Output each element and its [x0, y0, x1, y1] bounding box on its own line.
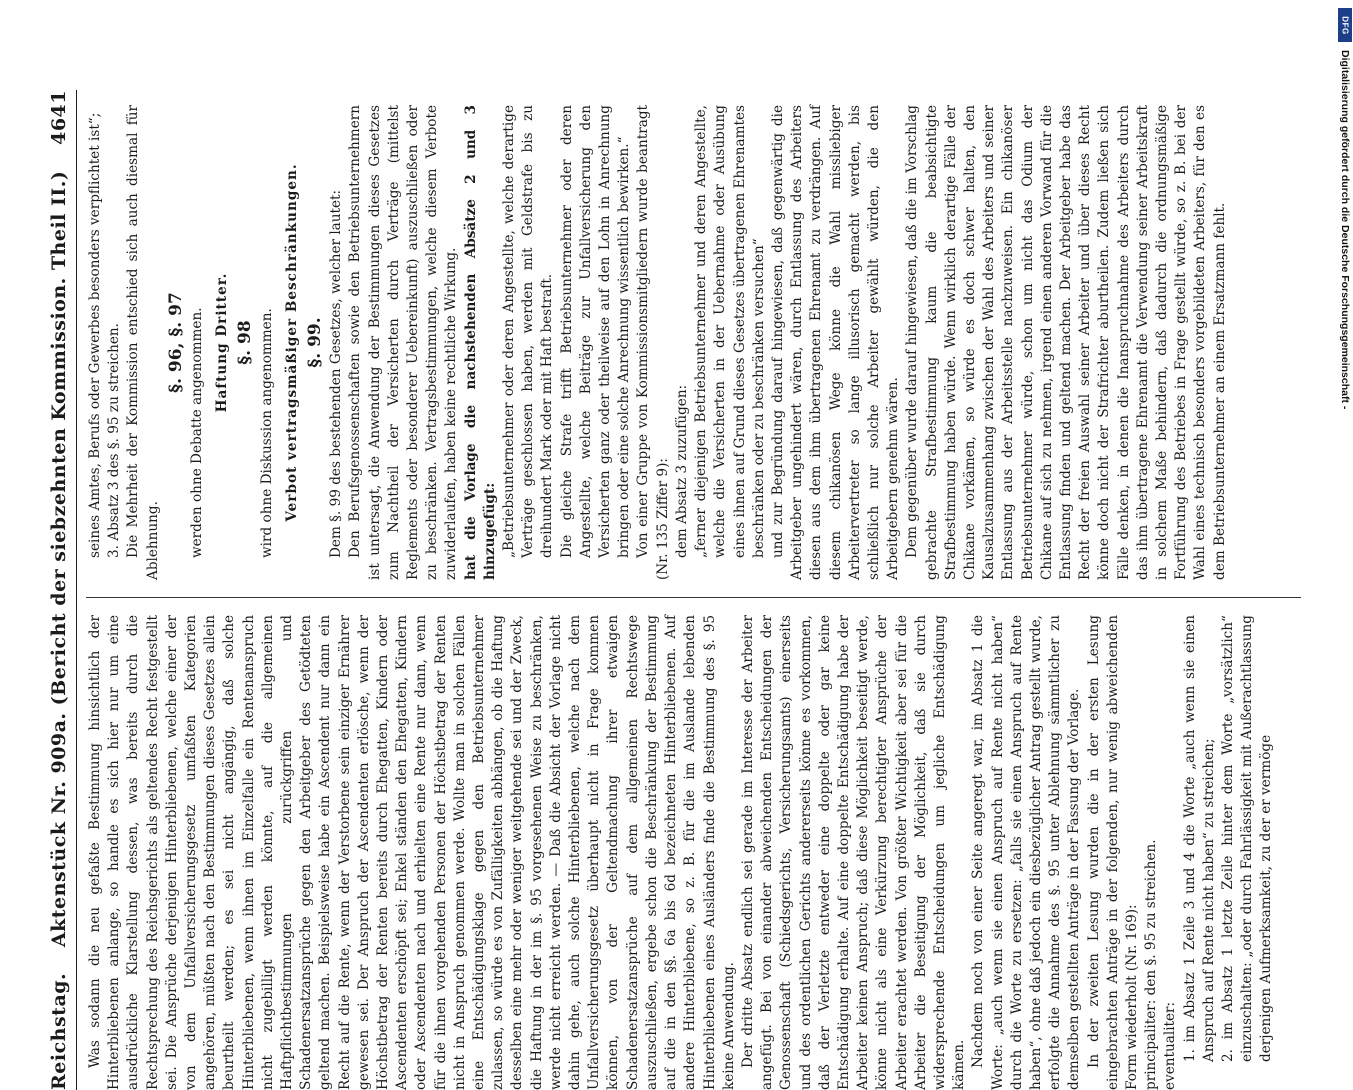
paragraph: Dem §. 99 des bestehenden Gesetzes, welcher lautet:: [328, 189, 345, 558]
quoted-paragraph: Den Berufsgenossenschaften sowie den Betriebsunternehmern ist untersagt, die Anwendung der Bestimmungen dieses Gesetzes zum Nachtheil der Versicherten durch Verträge (mittelst Reglements oder besonderer Uebereinkunft) auszuschließen oder zu beschränken. Vertragsbestimmungen, welche diesem Verbote zuwiderlaufen, haben keine rechtliche Wirkung.: [347, 105, 460, 580]
page-number: 4641: [48, 90, 70, 145]
paragraph: seines Amtes, Berufs oder Gewerbes besonders verpflichtet ist“;: [87, 112, 103, 558]
paragraph: dem Absatz 3 zuzufügen:: [673, 384, 690, 558]
digitization-note: [1337, 10, 1353, 990]
digitization-note-text: Digitalisierung gefördert durch die Deutsche Forschungsgemeinschaft -: [1339, 50, 1351, 410]
paragraph: Von einer Gruppe von Kommissionsmitgliedern wurde beantragt (Nr. 135 Ziffer 9):: [635, 105, 671, 580]
subheading: Verbot vertragsmäßiger Beschränkungen.: [283, 163, 300, 522]
right-column: [86, 105, 1230, 580]
paragraph: eventualiter:: [1162, 1001, 1179, 1090]
paragraph: principaliter: den §. 95 zu streichen.: [1143, 839, 1160, 1090]
paragraph: werden ohne Debatte angenommen.: [189, 307, 206, 558]
quoted-paragraph: „ferner diejenigen Betriebsunternehmer und deren Angestellte, welche die Versicherten in der Uebernahme oder Ausübung eines ihnen auf Grund dieses Gesetzes übertragenen Ehrenamtes beschränken oder zu beschränken versuchen“: [693, 104, 767, 558]
dfg-logo: DFG: [1338, 8, 1352, 42]
paragraph: Der dritte Absatz endlich sei gerade im Interesse der Arbeiter angefügt. Bei von einander abweichenden Entscheidungen der Genossenschaft (Schiedsgerichts, Versicherungsamts) einerseits und des ordentlichen Gerichts andererseits könne es vorkommen, daß der Verletzte entweder eine doppelte oder gar keine Entschädigung erhalte. Auf eine doppelte Entschädigung habe der Arbeiter keinen Anspruch; daß diese Möglichkeit beseitigt werde, könne nicht als eine Verkürzung berechtigter Ansprüche der Arbeiter erachtet werden. Von größter Wichtigkeit aber sei für die Arbeiter die Beseitigung der Möglichkeit, daß sie durch widersprechende Entscheidungen um jegliche Entschädigung kämen.: [739, 615, 968, 1090]
paragraph: Was sodann die neu gefaßte Bestimmung hinsichtlich der Hinterbliebenen anlange, so handle es sich hier nur um eine ausdrückliche Klarstellung dessen, was bereits durch die Rechtsprechung des Reichsgerichts als geltendes Recht festgestellt sei. Die Ansprüche derjenigen Hinterbliebenen, welche einer der von dem Unfallversicherungsgesetz umfaßten Kategorien angehören, müßten nach den Bestimmungen dieses Gesetzes allein beurtheilt werden; es sei nicht angängig, daß solche Hinterbliebenen, wenn ihnen im Einzelfalle ein Rentenanspruch nicht zugebilligt werden könnte, auf die allgemeinen Haftpflichtbestimmungen zurückgriffen und Schadenersatzansprüche gegen den Arbeitgeber des Getödteten geltend machen. Beispielsweise habe ein Ascendent nur dann ein Recht auf die Rente, wenn der Verstorbene sein einziger Ernährer gewesen sei. Der Anspruch der Ascendenten erlösche, wenn der Höchstbetrag der Renten bereits durch Ehegatten, Kindern oder Ascendenten erschöpft sei; Enkel ständen den Ehegatten, Kindern oder Ascendenten nach und erhielten eine Rente nur dann, wenn für die ihnen vorgehenden Personen der Höchstbetrag der Renten nicht in Anspruch genommen werde. Wollte man in solchen Fällen eine Entschädigungsklage gegen den Betriebsunternehmer zulassen, so würde es von Zufälligkeiten abhängen, ob die Haftung desselben eine mehr oder weniger weitgehende sei und der Zweck, die Haftung in der im §. 95 vorgesehenen Weise zu beschränken, werde nicht erreicht werden. — Daß die Absicht der Vorlage nicht dahin gehe, auch solche Hinterbliebenen, welche nach dem Unfallversicherungsgesetz überhaupt nicht in Frage kommen können, von der Geltendmachung ihrer etwaigen Schadenersatzansprüche auf dem allgemeinen Rechtswege auszuschließen, ergebe schon die Beschränkung der Bestimmung auf die in den §§. 6a bis 6d bezeichneten Hinterbliebenen. Auf andere Hinterbliebene, so z. B. für die im Auslande lebenden Hinterbliebenen eines Ausländers finde die Bestimmung des §. 95 keine Anwendung.: [87, 615, 737, 1090]
header-title: Aktenstück Nr. 909a. (Bericht der siebzehnten Kommission. Theil II.): [48, 170, 70, 948]
quoted-paragraph: „Betriebsunternehmer oder deren Angestellte, welche derartige Verträge geschlossen haben, werden mit Geldstrafe bis zu dreihundert Mark oder mit Haft bestraft.: [501, 105, 556, 558]
paragraph: In der zweiten Lesung wurden die in der ersten Lesung eingebrachten Anträge in der folgenden, nur wenig abweichenden Form wiederholt (Nr. 169):: [1085, 615, 1140, 1090]
section-heading: §. 99.: [305, 317, 326, 368]
paragraph: Dem gegenüber wurde darauf hingewiesen, daß die im Vorschlag gebrachte Strafbestimmung kaum die beabsichtigte Strafbestimmung haben würde. Wenn wirklich derartige Fälle der Chikane vorkämen, so würde es doch schwer halten, den Kausalzusammenhang zwischen der Wahl des Arbeiters und seiner Entlassung aus der Arbeitsstelle nachzuweisen. Ein chikanöser Betriebsunternehmer würde, schon um nicht das Odium der Chikane auf sich zu nehmen, irgend einen anderen Vorwand für die Entlassung finden und geltend machen. Der Arbeitgeber habe das Recht der freien Auswahl seiner Arbeiter und über dieses Recht könne doch nicht der Strafrichter aburtheilen. Zudem ließen sich Fälle denken, in denen die Inanspruchnahme des Arbeiters durch das ihm übertragene Ehrenamt die Verwendung seiner Arbeitskraft in solchem Maße behindern, daß dadurch die ordnungsmäßige Fortführung des Betriebes in Frage gestellt würde, so z. B. bei der Wahl eines technisch besonders vorgebildeten Arbeiters, für den es dem Betriebsunternehmer an einem Ersatzmann fehlt.: [904, 105, 1228, 580]
paragraph: wird ohne Diskussion angenommen.: [258, 308, 275, 558]
bold-paragraph: hat die Vorlage die nachstehenden Absätze 2 und 3 hinzugefügt:: [462, 105, 498, 580]
paragraph: und zur Begründung darauf hingewiesen, daß gegenwärtig die Arbeitgeber ungehindert wären, durch Entlassung des Arbeiters diesen aus dem ihm übertragenen Ehrenamt zu verdrängen. Auf diesem chikanösen Wege könne die Wahl missliebiger Arbeitervertreter so lange illusorisch gemacht werden, bis schließlich nur solche Arbeiter gewählt würden, die den Arbeitgebern genehm wären.: [769, 105, 902, 580]
column-divider: [86, 597, 1301, 598]
paragraph: 3. Absatz 3 des §. 95 zu streichen.: [106, 323, 123, 558]
page-header: [42, 90, 77, 1090]
section-heading: §. 98: [235, 320, 256, 365]
list-item: 2. im Absatz 1 letzte Zeile hinter dem Worte „vorsätzlich“ einzuschalten: „oder durch Fahrlässigkeit mit Außerachtlassung derjenigen Aufmerksamkeit, zu der er vermöge: [1219, 615, 1275, 1062]
left-column: [86, 615, 1277, 1090]
list-item: 1. im Absatz 1 Zeile 3 und 4 die Worte „auch wenn sie einen Anspruch auf Rente nicht haben“ zu streichen;: [1181, 615, 1217, 1062]
quoted-paragraph: Die gleiche Strafe trifft Betriebsunternehmer oder deren Angestellte, welche Beiträge zur Unfallversicherung den Versicherten ganz oder theilweise auf den Lohn in Anrechnung bringen oder eine solche Anrechnung wissentlich bewirken.“: [558, 105, 633, 558]
subheading: Haftung Dritter.: [214, 272, 231, 413]
header-left: Reichstag.: [48, 972, 70, 1090]
section-heading: §. 96, §. 97: [165, 292, 186, 393]
rotated-page: [42, 90, 1332, 1090]
paragraph: Nachdem noch von einer Seite angeregt war, im Absatz 1 die Worte: „auch wenn sie einen Anspruch auf Rente nicht haben“ durch die Worte zu ersetzen: „falls sie einen Anspruch auf Rente haben“, ohne daß jedoch ein diesbezüglicher Antrag gestellt wurde, erfolgte die Annahme des §. 95 unter Ablehnung sämmtlicher zu demselben gestellten Anträge in der Fassung der Vorlage.: [970, 615, 1083, 1090]
paragraph: Die Mehrheit der Kommission entschied sich auch diesmal für Ablehnung.: [125, 105, 161, 580]
